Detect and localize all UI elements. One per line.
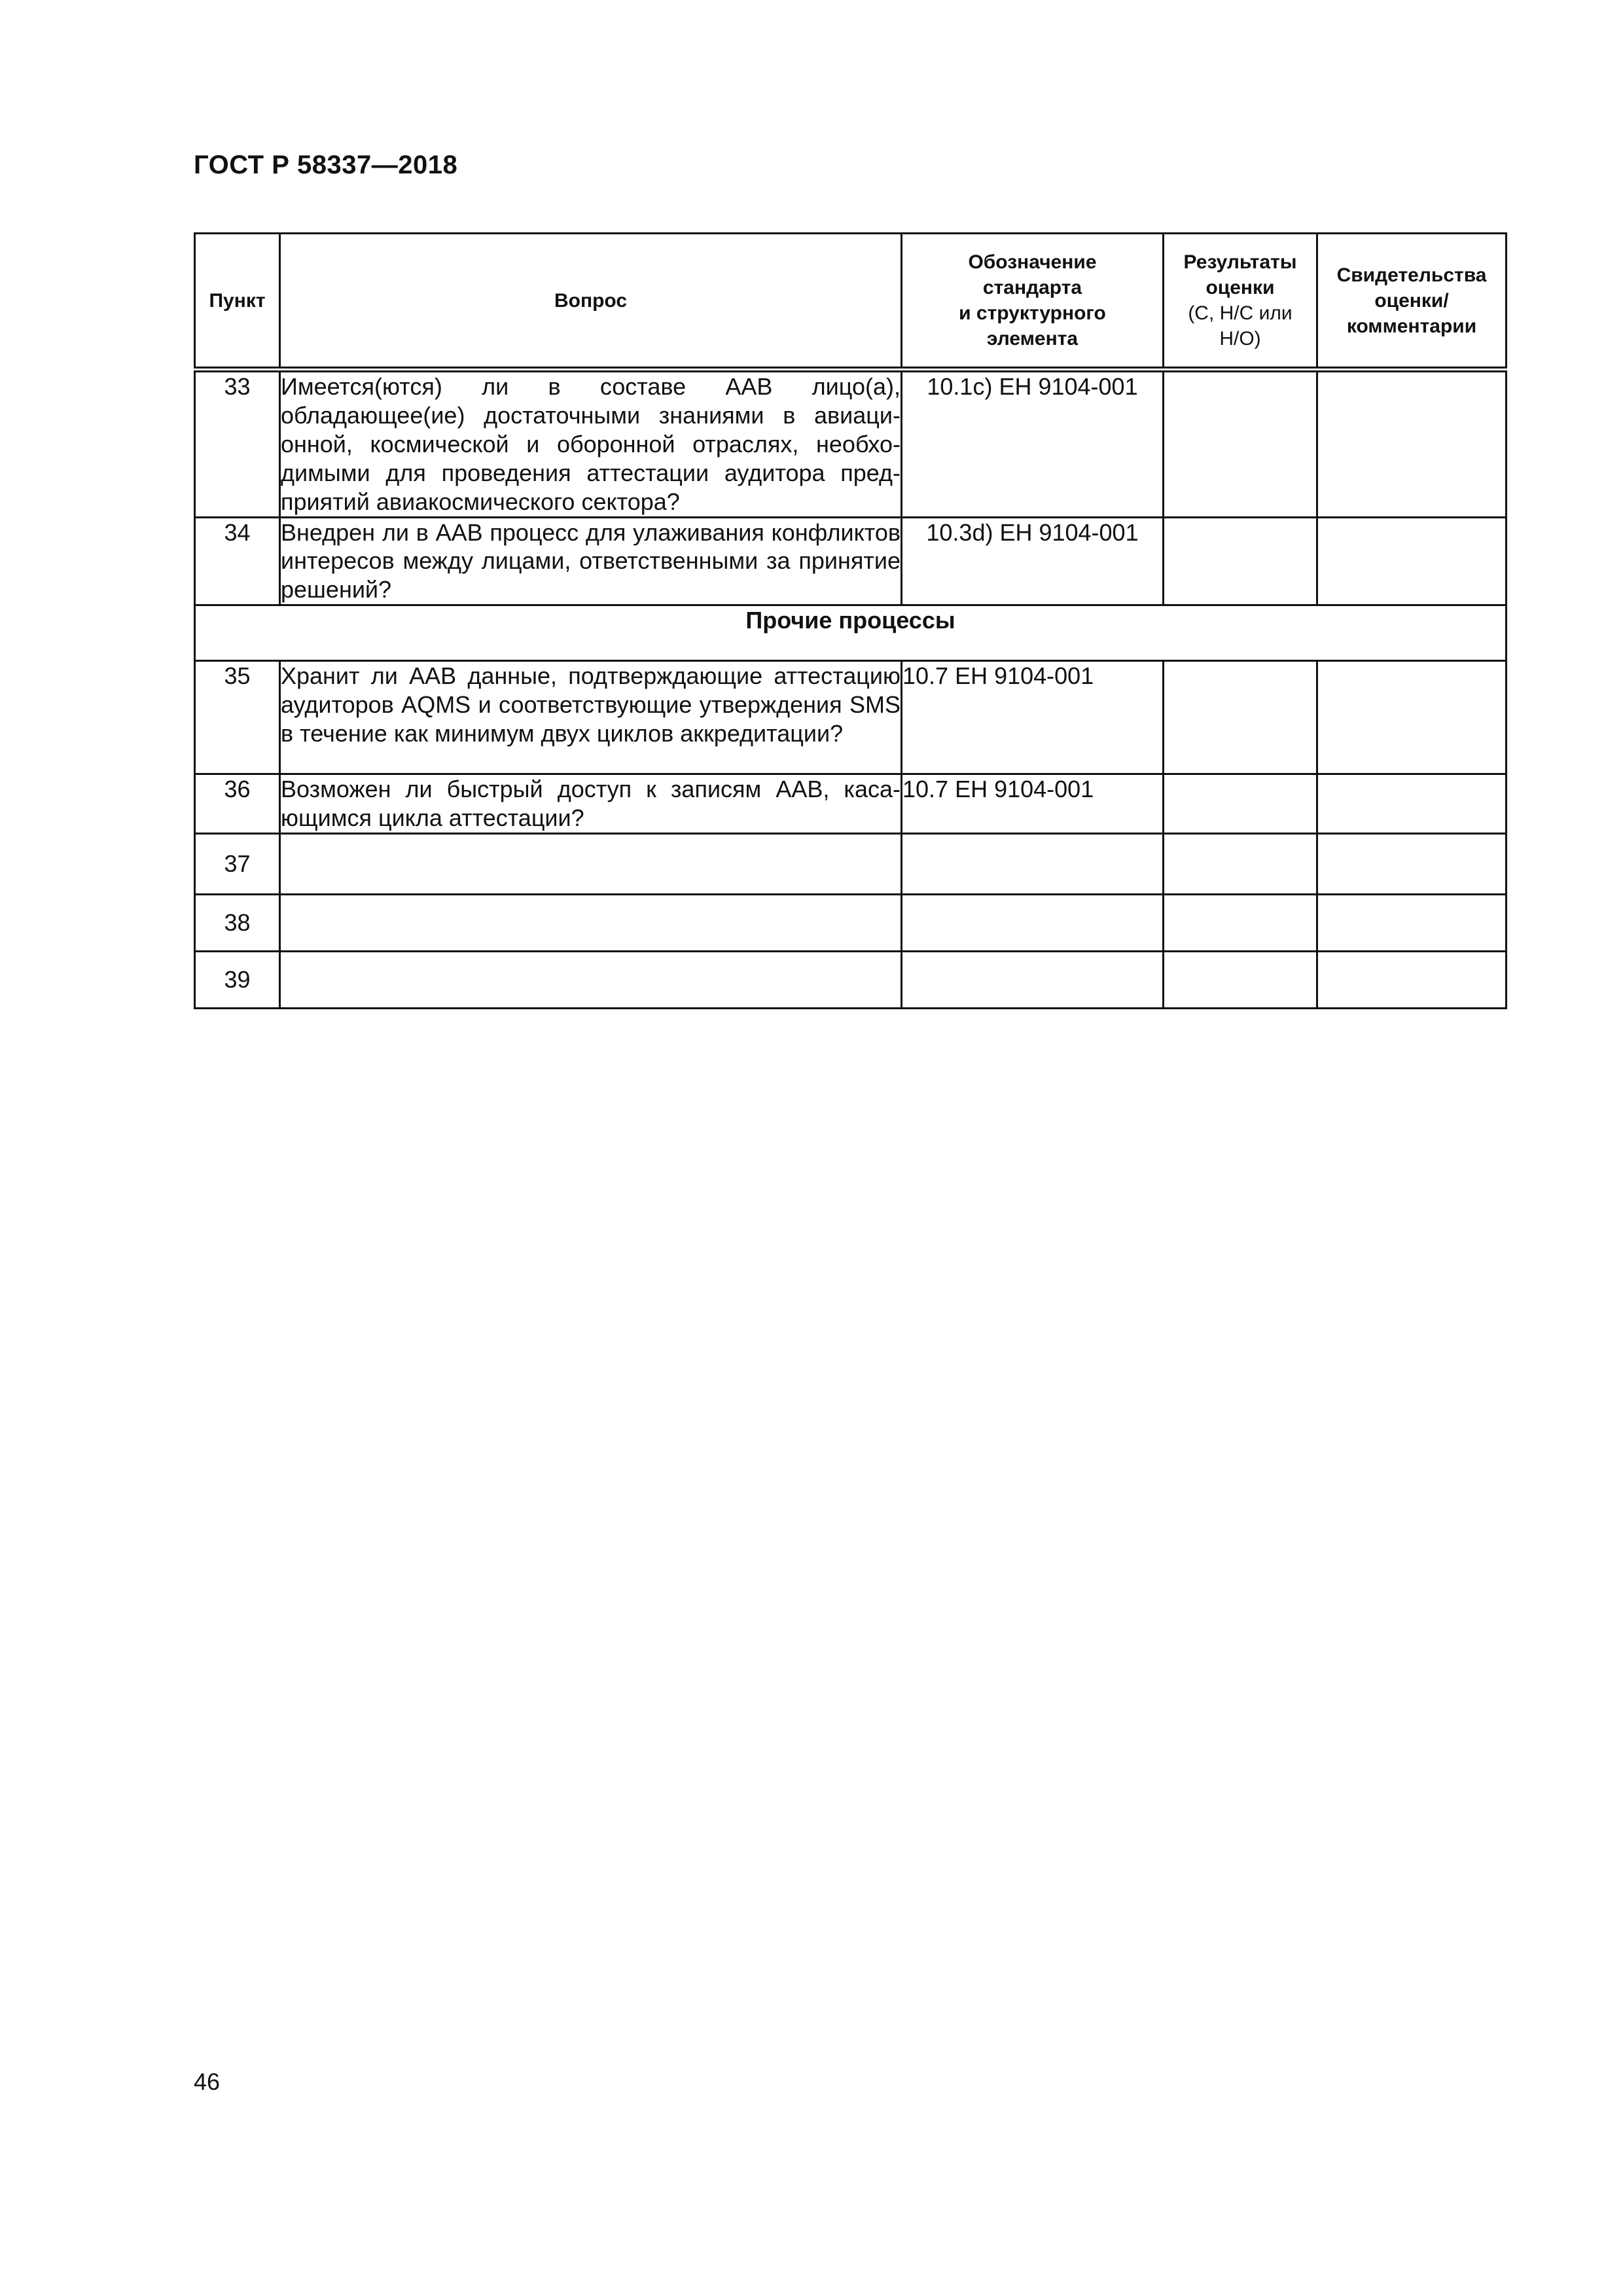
table-row bbox=[195, 895, 1507, 952]
row-result-cell bbox=[1164, 661, 1317, 774]
row-standard-ref: 10.1c) ЕН 9104-001 bbox=[902, 370, 1164, 518]
table-header-row bbox=[195, 234, 1507, 370]
row-number: 38 bbox=[195, 895, 280, 952]
row-result-cell bbox=[1164, 952, 1317, 1009]
row-result-cell bbox=[1164, 895, 1317, 952]
row-evidence-cell bbox=[1317, 661, 1507, 774]
document-code: ГОСТ Р 58337—2018 bbox=[194, 151, 458, 179]
row-standard-ref: 10.7 ЕН 9104-001 bbox=[902, 774, 1164, 834]
table-row bbox=[195, 517, 1507, 605]
header-question: Вопрос bbox=[280, 234, 902, 370]
table-row bbox=[195, 774, 1507, 834]
row-evidence-cell bbox=[1317, 774, 1507, 834]
row-number: 36 bbox=[195, 774, 280, 834]
row-question: Внедрен ли в ААВ процесс для улаживания конфликтов интересов между лицами, ответственными за принятие решений? bbox=[280, 517, 902, 605]
row-standard-ref: 10.3d) ЕН 9104-001 bbox=[902, 517, 1164, 605]
row-standard-ref: 10.7 ЕН 9104-001 bbox=[902, 661, 1164, 774]
row-evidence-cell bbox=[1317, 834, 1507, 895]
header-evidence-comments: Свидетельства оценки/ комментарии bbox=[1317, 234, 1507, 370]
row-number: 33 bbox=[195, 370, 280, 518]
row-standard-ref bbox=[902, 952, 1164, 1009]
table-row bbox=[195, 370, 1507, 518]
row-question: Возможен ли быстрый доступ к записям ААВ, касающимся цикла аттестации? bbox=[280, 774, 902, 834]
row-question bbox=[280, 895, 902, 952]
table-row bbox=[195, 834, 1507, 895]
row-result-cell bbox=[1164, 517, 1317, 605]
row-question bbox=[280, 834, 902, 895]
row-result-cell bbox=[1164, 834, 1317, 895]
header-item: Пункт bbox=[195, 234, 280, 370]
row-result-cell bbox=[1164, 370, 1317, 518]
row-question bbox=[280, 952, 902, 1009]
row-number: 34 bbox=[195, 517, 280, 605]
row-number: 37 bbox=[195, 834, 280, 895]
row-number: 35 bbox=[195, 661, 280, 774]
table-row bbox=[195, 661, 1507, 774]
page-number: 46 bbox=[194, 2068, 221, 2095]
row-question: Хранит ли ААВ данные, подтверждающие аттестацию аудиторов AQMS и соответствующие утверждения SMS в течение как минимум двух циклов аккредитации? bbox=[280, 661, 902, 774]
table-row bbox=[195, 952, 1507, 1009]
row-question: Имеется(ются) ли в составе ААВ лицо(а), обладающее(ие) достаточными знаниями в авиационной, космической и оборонной отраслях, необходимыми для проведения аттестации аудитора предприятий авиакосмического сектора? bbox=[280, 370, 902, 518]
row-evidence-cell bbox=[1317, 895, 1507, 952]
assessment-checklist-table bbox=[194, 232, 1507, 1009]
section-title: Прочие процессы bbox=[195, 605, 1507, 661]
row-evidence-cell bbox=[1317, 952, 1507, 1009]
section-row bbox=[195, 605, 1507, 661]
row-evidence-cell bbox=[1317, 517, 1507, 605]
row-evidence-cell bbox=[1317, 370, 1507, 518]
row-standard-ref bbox=[902, 834, 1164, 895]
header-standard-ref: Обозначение стандарта и структурного элемента bbox=[902, 234, 1164, 370]
header-assessment-result: Результаты оценки (С, Н/С или Н/О) bbox=[1164, 234, 1317, 370]
row-result-cell bbox=[1164, 774, 1317, 834]
row-number: 39 bbox=[195, 952, 280, 1009]
row-standard-ref bbox=[902, 895, 1164, 952]
